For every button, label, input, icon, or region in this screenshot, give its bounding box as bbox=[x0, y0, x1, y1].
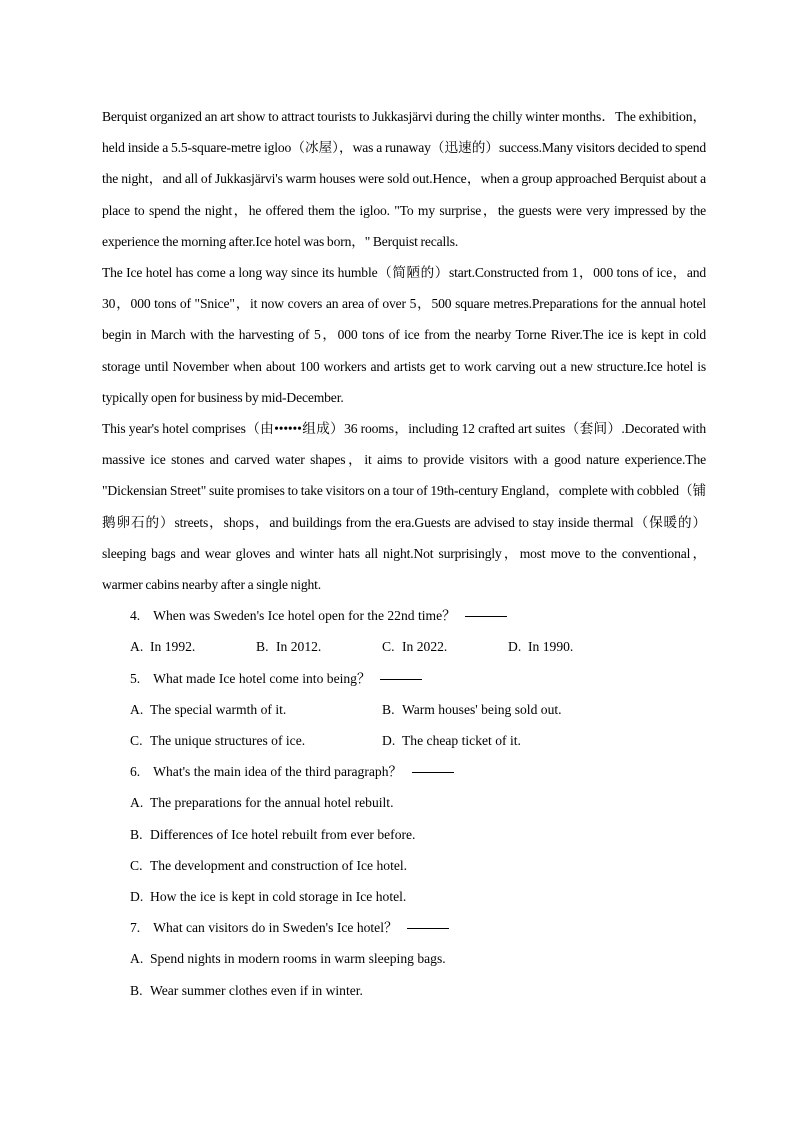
question-4 bbox=[102, 600, 706, 631]
option-text: The unique structures of ice. bbox=[150, 733, 306, 749]
option-b bbox=[102, 819, 706, 850]
answer-blank bbox=[380, 678, 422, 680]
question-7 bbox=[102, 912, 706, 943]
options-row bbox=[102, 631, 706, 662]
question-6 bbox=[102, 756, 706, 787]
answer-blank bbox=[407, 927, 449, 929]
option-letter: C. bbox=[382, 639, 395, 655]
option-letter: D. bbox=[130, 889, 144, 905]
question-number: 4. bbox=[130, 608, 141, 624]
question-text: What made Ice hotel come into being？ bbox=[153, 670, 371, 686]
option-c bbox=[382, 631, 508, 662]
option-letter: A. bbox=[130, 795, 144, 811]
option-letter: D. bbox=[382, 733, 396, 749]
option-text: In 1990. bbox=[528, 639, 574, 655]
document-content bbox=[102, 101, 706, 1006]
question-text: What's the main idea of the third paragraph？ bbox=[153, 764, 403, 780]
option-text: The preparations for the annual hotel rebuilt. bbox=[150, 795, 394, 811]
question-number: 6. bbox=[130, 764, 141, 780]
option-b bbox=[382, 694, 562, 725]
passage-paragraph-3: This year's hotel comprises（由••••••组成）36 rooms，including 12 crafted art suites（套间）.Decorated with massive ice stones and carved water shapes，it aims to provide visitors with a good nature experience.The "Dickensian Street" suite promises to take visitors on a tour of 19th-century England，complete with cobbled（铺鹅卵石的）streets，shops，and buildings from the era.Guests are advised to stay inside thermal（保暖的）sleeping bags and wear gloves and winter hats all night.Not surprisingly，most move to the conventional，warmer cabins nearby after a single night. bbox=[102, 421, 706, 593]
option-d bbox=[382, 725, 521, 756]
passage-paragraph-1: Berquist organized an art show to attract tourists to Jukkasjärvi during the chilly winter months．The exhibition，held inside a 5.5-square-metre igloo（冰屋），was a runaway（迅速的）success.Many visitors decided to spend the night，and all of Jukkasjärvi's warm houses were sold out.Hence，when a group approached Berquist about a place to spend the night，he offered them the igloo. "To my surprise，the guests were very impressed by the experience the morning after.Ice hotel was born，" Berquist recalls. bbox=[102, 109, 706, 249]
option-text: Differences of Ice hotel rebuilt from ever before. bbox=[150, 826, 416, 842]
options-row bbox=[102, 725, 706, 756]
option-c bbox=[130, 725, 382, 756]
option-letter: B. bbox=[382, 701, 395, 717]
options-row bbox=[102, 694, 706, 725]
option-text: How the ice is kept in cold storage in Ice hotel. bbox=[150, 889, 407, 905]
option-text: Warm houses' being sold out. bbox=[402, 701, 562, 717]
option-letter: B. bbox=[130, 826, 143, 842]
option-b bbox=[102, 975, 706, 1006]
option-text: Spend nights in modern rooms in warm sleeping bags. bbox=[150, 951, 446, 967]
option-text: The development and construction of Ice hotel. bbox=[150, 857, 408, 873]
option-letter: C. bbox=[130, 733, 143, 749]
option-letter: A. bbox=[130, 951, 144, 967]
question-number: 7. bbox=[130, 920, 141, 936]
passage-paragraph-2: The Ice hotel has come a long way since its humble（简陋的）start.Constructed from 1，000 tons of ice，and 30，000 tons of "Snice"，it now covers an area of over 5，500 square metres.Preparations for the annual hotel begin in March with the harvesting of 5，000 tons of ice from the nearby Torne River.The ice is kept in cold storage until November when about 100 workers and artists get to work carving out a new structure.Ice hotel is typically open for business by mid-December. bbox=[102, 265, 706, 405]
option-text: The special warmth of it. bbox=[150, 701, 287, 717]
option-a bbox=[130, 631, 256, 662]
option-letter: A. bbox=[130, 639, 144, 655]
option-text: In 2012. bbox=[276, 639, 322, 655]
option-letter: B. bbox=[130, 982, 143, 998]
option-a bbox=[102, 787, 706, 818]
answer-blank bbox=[465, 615, 507, 617]
option-b bbox=[256, 631, 382, 662]
question-number: 5. bbox=[130, 670, 141, 686]
question-text: When was Sweden's Ice hotel open for the 22nd time？ bbox=[153, 608, 456, 624]
option-text: The cheap ticket of it. bbox=[402, 733, 521, 749]
option-a bbox=[102, 943, 706, 974]
option-text: In 2022. bbox=[402, 639, 448, 655]
option-text: Wear summer clothes even if in winter. bbox=[150, 982, 363, 998]
question-5 bbox=[102, 663, 706, 694]
option-letter: D. bbox=[508, 639, 522, 655]
question-text: What can visitors do in Sweden's Ice hotel？ bbox=[153, 920, 398, 936]
option-letter: C. bbox=[130, 857, 143, 873]
option-letter: A. bbox=[130, 701, 144, 717]
option-letter: B. bbox=[256, 639, 269, 655]
answer-blank bbox=[412, 771, 454, 773]
option-d bbox=[508, 631, 634, 662]
option-text: In 1992. bbox=[150, 639, 196, 655]
option-c bbox=[102, 850, 706, 881]
option-a bbox=[130, 694, 382, 725]
option-d bbox=[102, 881, 706, 912]
